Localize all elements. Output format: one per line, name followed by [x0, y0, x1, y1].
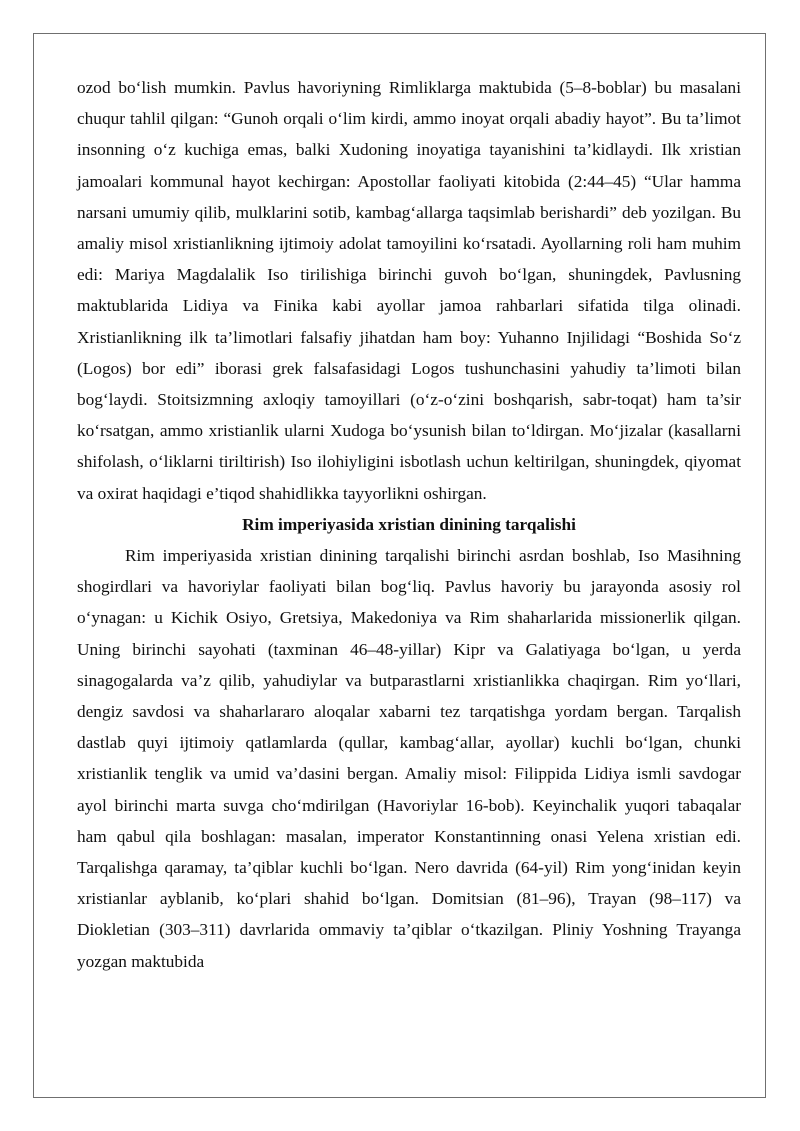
body-paragraph-2: Rim imperiyasida xristian dinining tarqalishi birinchi asrdan boshlab, Iso Masihning shogirdlari va havoriylar faoliyati bilan bog‘liq. Pavlus havoriy bu jarayonda asosiy rol o‘ynagan: u Kichik Osiyo, Gretsiya, Makedoniya va Rim shaharlarida missionerlik qilgan. Uning birinchi sayohati (taxminan 46–48-yillar) Kipr va Galatiyaga bo‘lgan, u yerda sinagogalarda va’z qilib, yahudiylar va butparastlarni xristianlikka chaqirgan. Rim yo‘llari, dengiz savdosi va shaharlararo aloqalar xabarni tez tarqatishga yordam bergan. Tarqalish dastlab quyi ijtimoiy qatlamlarda (qullar, kambag‘allar, ayollar) kuchli bo‘lgan, chunki xristianlik tenglik va umid va’dasini bergan. Amaliy misol: Filippida Lidiya ismli savdogar ayol birinchi marta suvga cho‘mdirilgan (Havoriylar 16-bob). Keyinchalik yuqori tabaqalar ham qabul qila boshlagan: masalan, imperator Konstantinning onasi Yelena xristian edi. Tarqalishga qaramay, ta’qiblar kuchli bo‘lgan. Nero davrida (64-yil) Rim yong‘inidan keyin xristianlar ayblanib, ko‘plari shahid bo‘lgan. Domitsian (81–96), Trayan (98–117) va Diokletian (303–311) davrlarida ommaviy ta’qiblar o‘tkazilgan. Pliniy Yoshning Trayanga yozgan maktubida	[77, 546, 741, 971]
body-paragraph-1: ozod bo‘lish mumkin. Pavlus havoriyning Rimliklarga maktubida (5–8-boblar) bu masalani chuqur tahlil qilgan: “Gunoh orqali o‘lim kirdi, ammo inoyat orqali abadiy hayot”. Bu ta’limot insonning o‘z kuchiga emas, balki Xudoning inoyatiga tayanishini ta’kidlaydi. Ilk xristian jamoalari kommunal hayot kechirgan: Apostollar faoliyati kitobida (2:44–45) “Ular hamma narsani umumiy qilib, mulklarini sotib, kambag‘allarga taqsimlab berishardi” deb yozilgan. Bu amaliy misol xristianlikning ijtimoiy adolat tamoyilini ko‘rsatadi. Ayollarning roli ham muhim edi: Mariya Magdalalik Iso tirilishiga birinchi guvoh bo‘lgan, shuningdek, Pavlusning maktublarida Lidiya va Finika kabi ayollar jamoa rahbarlari sifatida tilga olinadi. Xristianlikning ilk ta’limotlari falsafiy jihatdan ham boy: Yuhanno Injilidagi “Boshida So‘z (Logos) bor edi” iborasi grek falsafasidagi Logos tushunchasini yahudiy ta’limoti bilan bog‘laydi. Stoitsizmning axloqiy tamoyillari (o‘z-o‘zini boshqarish, sabr-toqat) ham ta’sir ko‘rsatgan, ammo xristianlik ularni Xudoga bo‘ysunish bilan to‘ldirgan. Mo‘jizalar (kasallarni shifolash, o‘liklarni tiriltirish) Iso ilohiyligini isbotlash uchun keltirilgan, shuningdek, qiyomat va oxirat haqidagi e’tiqod shahidlikka tayyorlikni oshirgan.	[77, 78, 741, 503]
document-body	[77, 72, 741, 977]
section-heading: Rim imperiyasida xristian dinining tarqalishi	[242, 514, 576, 534]
